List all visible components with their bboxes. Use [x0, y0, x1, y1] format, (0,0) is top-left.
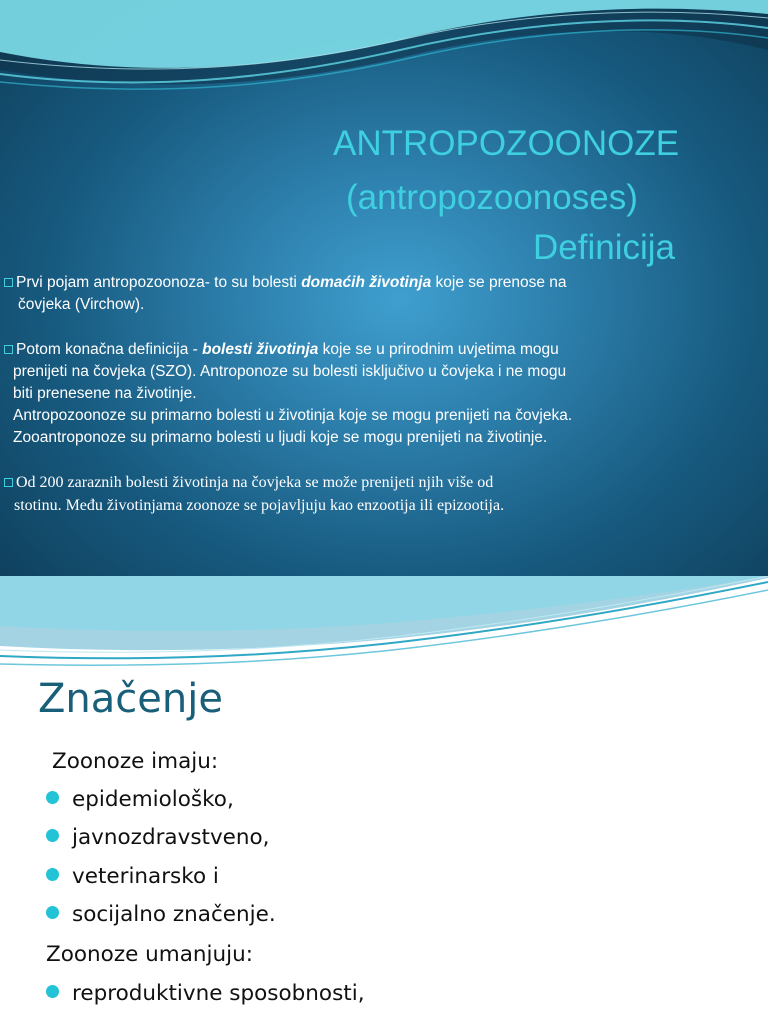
list-item: reproduktivne sposobnosti,	[46, 981, 365, 1006]
list-item: socijalno značenje.	[46, 902, 276, 927]
list-item: epidemiološko,	[46, 787, 234, 812]
para3-line2: stotinu. Među životinjama zoonoze se pojavljuju kao enzootija ili epizootija.	[14, 497, 505, 514]
slide-znacenje	[0, 576, 768, 1024]
slide-title: Značenje	[38, 676, 223, 722]
square-bullet-icon	[4, 345, 13, 354]
bullet-dot-icon	[46, 906, 59, 919]
para1-line2: čovjeka (Virchow).	[18, 296, 145, 313]
para2-line4: Antropozoonoze su primarno bolesti u životinja koje se mogu prenijeti na čovjeka.	[13, 407, 573, 424]
para2-line3: biti prenesene na životinje.	[13, 385, 197, 402]
intro-line: Zoonoze imaju:	[52, 749, 219, 774]
wave-decoration-header	[0, 576, 768, 686]
para3-line1: Od 200 zaraznih bolesti životinja na čovjeka se može prenijeti njih više od	[4, 472, 493, 494]
bullet-dot-icon	[46, 868, 59, 881]
title-line-1: ANTROPOZOONOZE	[333, 124, 680, 163]
intro-line-2: Zoonoze umanjuju:	[46, 942, 253, 967]
bullet-dot-icon	[46, 985, 59, 998]
para2-line1: Potom konačna definicija - bolesti životinja koje se u prirodnim uvjetima mogu	[4, 339, 559, 361]
list-item: veterinarsko i	[46, 864, 219, 889]
para1-line1: Prvi pojam antropozoonoza- to su bolesti domaćih životinja koje se prenose na	[4, 272, 567, 294]
square-bullet-icon	[4, 278, 13, 287]
bullet-dot-icon	[46, 791, 59, 804]
square-bullet-icon	[4, 478, 13, 487]
title-line-3: Definicija	[533, 228, 675, 267]
list-item: javnozdravstveno,	[46, 825, 270, 850]
bullet-dot-icon	[46, 829, 59, 842]
para2-line2: prenijeti na čovjeka (SZO). Antroponoze su bolesti isključivo u čovjeka i ne mogu	[13, 363, 567, 380]
title-line-2: (antropozoonoses)	[346, 178, 638, 217]
para2-line5: Zooantroponoze su primarno bolesti u ljudi koje se mogu prenijeti na životinje.	[13, 429, 548, 446]
